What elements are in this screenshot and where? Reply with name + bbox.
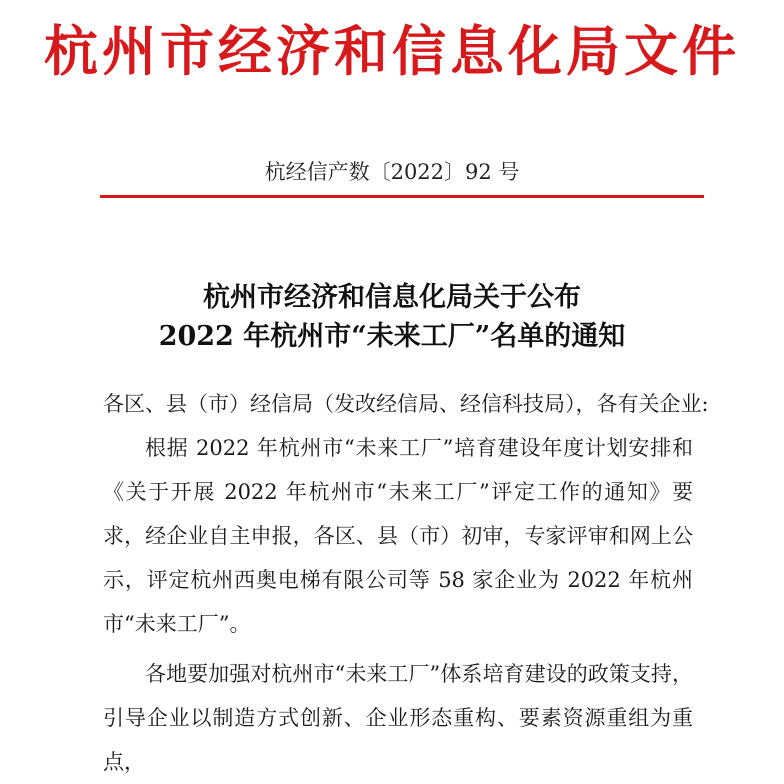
notice-title-line-2: 2022 年杭州市“未来工厂”名单的通知 (158, 321, 626, 352)
notice-title-line-1: 杭州市经济和信息化局关于公布 (203, 282, 581, 313)
paragraph-1: 根据 2022 年杭州市“未来工厂”培育建设年度计划安排和《关于开展 2022 年杭州市“未来工厂”评定工作的通知》要求，经企业自主申报，各区、县（市）初审，专家评审和网上公示，评定杭州西奥电梯有限公司等 58 家企业为 2022 年杭州市“未来工厂”。 (103, 436, 693, 636)
issuer-header: 杭州市经济和信息化局文件 (44, 20, 740, 83)
salutation: 各区、县（市）经信局（发改经信局、经信科技局），各有关企业: (103, 392, 709, 416)
document-body (103, 382, 709, 784)
red-divider-line (100, 195, 704, 198)
paragraph-2: 各地要加强对杭州市“未来工厂”体系培育建设的政策支持，引导企业以制造方式创新、企业形态重构、要素资源重组为重点， (103, 662, 693, 774)
notice-title (0, 278, 784, 356)
document-number: 杭经信产数〔2022〕92 号 (264, 160, 520, 184)
